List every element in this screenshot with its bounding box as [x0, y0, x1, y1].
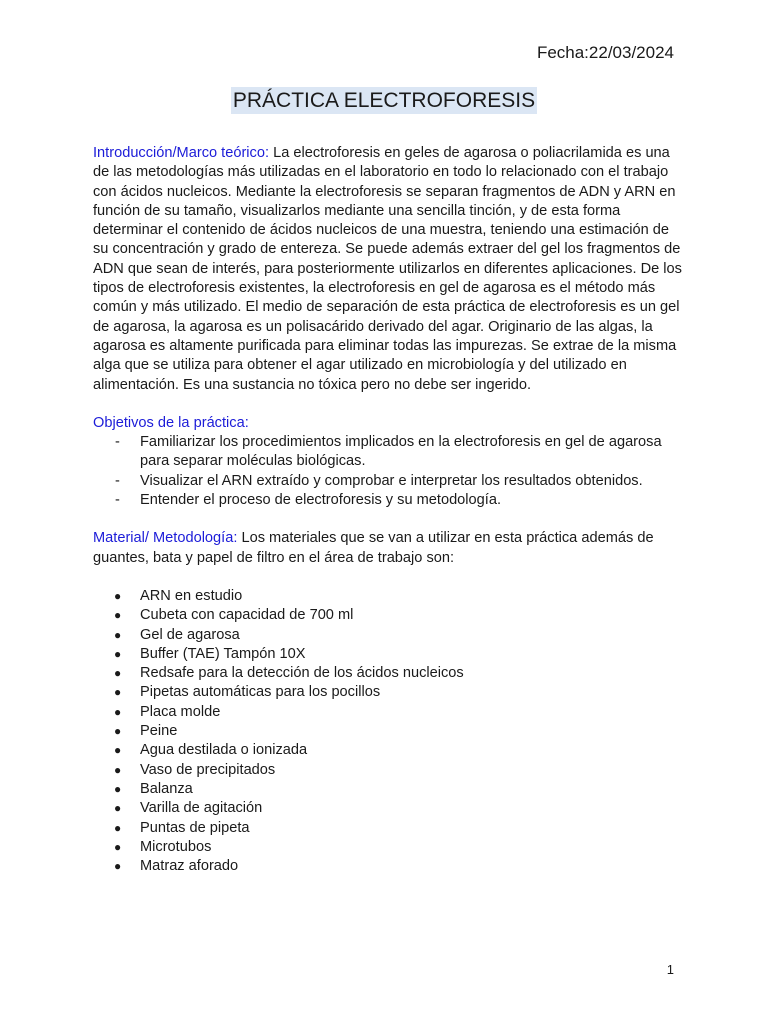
material-item-text: Balanza — [140, 780, 193, 797]
material-item-text: Cubeta con capacidad de 700 ml — [140, 607, 354, 624]
material-text: Los materiales que se van a utilizar en esta práctica además de guantes, bata y papel de filtro en el área de trabajo son: — [93, 530, 654, 566]
material-item-text: ARN en estudio — [140, 587, 243, 604]
bullet-marker: ● — [114, 839, 122, 854]
objective-text: Visualizar el ARN extraído y comprobar e interpretar los resultados obtenidos. — [140, 472, 643, 489]
bullet-marker: ● — [114, 859, 122, 874]
material-item — [93, 799, 683, 818]
page-title: PRÁCTICA ELECTROFORESIS — [232, 89, 536, 112]
material-item-text: Redsafe para la detección de los ácidos nucleicos — [140, 665, 464, 682]
bullet-marker: ● — [114, 724, 122, 739]
dash-marker: - — [115, 434, 120, 451]
bullet-marker: ● — [114, 801, 122, 816]
bullet-marker: ● — [114, 666, 122, 681]
material-item — [93, 645, 683, 664]
title-row — [0, 87, 768, 114]
material-item — [93, 722, 683, 741]
material-item — [93, 838, 683, 857]
objective-text: Familiarizar los procedimientos implicados en la electroforesis en gel de agarosa para separar moléculas biológicas. — [140, 434, 662, 470]
material-item-text: Puntas de pipeta — [140, 819, 250, 836]
bullet-marker: ● — [114, 704, 122, 719]
bullet-marker: ● — [114, 820, 122, 835]
material-item — [93, 606, 683, 625]
intro-heading: Introducción/Marco teórico: — [93, 145, 270, 161]
material-item-text: Varilla de agitación — [140, 800, 263, 817]
material-item — [93, 741, 683, 760]
material-item — [93, 857, 683, 876]
dash-marker: - — [115, 492, 120, 509]
objective-item — [93, 472, 683, 491]
material-item — [93, 819, 683, 838]
material-item — [93, 626, 683, 645]
document-body — [93, 144, 683, 876]
objectives-section — [93, 414, 683, 510]
material-item-text: Vaso de precipitados — [140, 761, 276, 778]
material-item-text: Microtubos — [140, 838, 212, 855]
material-item — [93, 780, 683, 799]
objectives-heading: Objetivos de la práctica: — [93, 414, 249, 431]
bullet-marker: ● — [114, 781, 122, 796]
material-item-text: Placa molde — [140, 703, 221, 720]
material-item-text: Agua destilada o ionizada — [140, 742, 308, 759]
bullet-marker: ● — [114, 608, 122, 623]
material-list — [93, 587, 683, 876]
intro-paragraph — [93, 144, 683, 395]
bullet-marker: ● — [114, 646, 122, 661]
material-item — [93, 683, 683, 702]
objective-item — [93, 433, 683, 472]
material-item-text: Buffer (TAE) Tampón 10X — [140, 645, 306, 662]
material-item-text: Peine — [140, 723, 178, 740]
bullet-marker: ● — [114, 685, 122, 700]
material-item-text: Matraz aforado — [140, 858, 239, 875]
material-section — [93, 529, 683, 876]
bullet-marker: ● — [114, 627, 122, 642]
objective-text: Entender el proceso de electroforesis y su metodología. — [140, 492, 501, 509]
material-heading: Material/ Metodología: — [93, 530, 238, 547]
intro-text: La electroforesis en geles de agarosa o poliacrilamida es una de las metodologías más utilizadas en el laboratorio en todo lo relacionado con el trabajo con ácidos nucleicos. Mediante la electroforesis se separan fragmentos de ADN y ARN en función de su tamaño, visualizarlos mediante una sencilla tinción, y de esta forma determinar el contenido de ácidos nucleicos de una muestra, teniendo una estimación de su concentración y grado de entereza. Se puede además extraer del gel los fragmentos de ADN que sean de interés, para posteriormente utilizarlos en diferentes aplicaciones. De los tipos de electroforesis existentes, la electroforesis en gel de agarosa es el método más común y más utilizado. El medio de separación de esta práctica de electroforesis es un gel de agarosa, la agarosa es un polisacárido derivado del agar. Originario de las algas, la agarosa es altamente purificada para eliminar todas las impurezas. Se extrae de la misma alga que se utiliza para obtener el agar utilizado en microbiología y del utilizado en alimentación. Es una sustancia no tóxica pero no debe ser ingerido. — [93, 145, 682, 393]
objectives-list — [93, 433, 683, 510]
page-number: 1 — [666, 962, 674, 977]
material-paragraph — [93, 529, 683, 568]
material-item — [93, 703, 683, 722]
objective-item — [93, 491, 683, 510]
material-item — [93, 587, 683, 606]
bullet-marker: ● — [114, 588, 122, 603]
bullet-marker: ● — [114, 762, 122, 777]
date-label: Fecha:22/03/2024 — [536, 43, 674, 62]
material-item-text: Pipetas automáticas para los pocillos — [140, 684, 381, 701]
material-item — [93, 664, 683, 683]
dash-marker: - — [115, 472, 120, 489]
material-item — [93, 761, 683, 780]
material-item-text: Gel de agarosa — [140, 626, 240, 643]
bullet-marker: ● — [114, 743, 122, 758]
